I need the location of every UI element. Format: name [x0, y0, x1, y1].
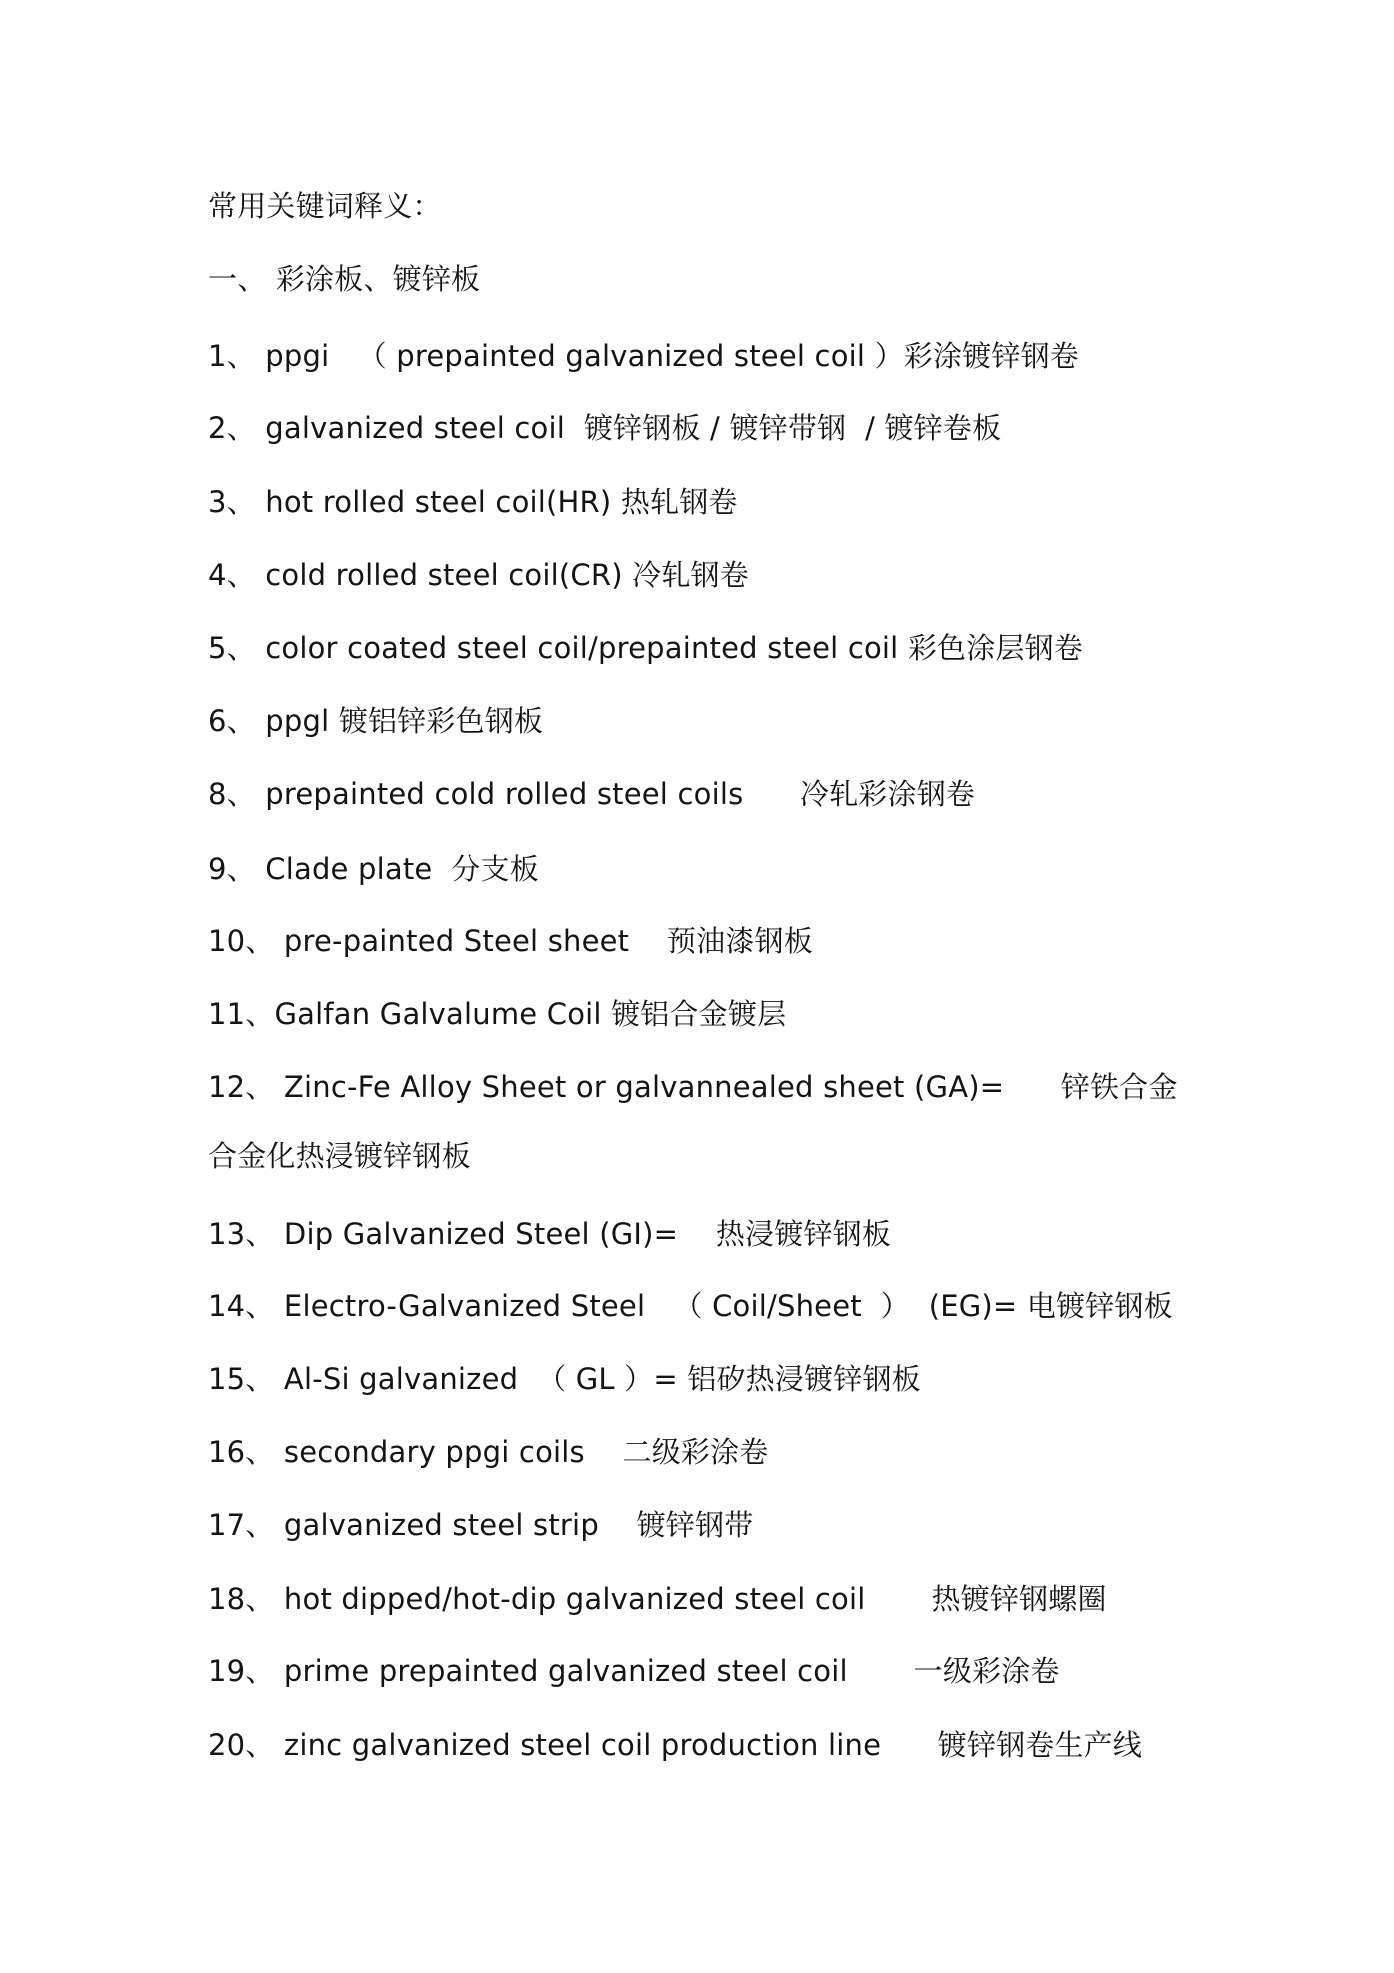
list-item: 19、 prime prepainted galvanized steel coil 一级彩涂卷: [208, 1654, 1060, 1688]
list-item: 10、 pre-painted Steel sheet 预油漆钢板: [208, 924, 813, 958]
list-item: 11、Galfan Galvalume Coil 镀铝合金镀层: [208, 997, 787, 1031]
list-item: 3、 hot rolled steel coil(HR) 热轧钢卷: [208, 485, 738, 519]
list-item: 15、 Al-Si galvanized （ GL ）= 铝矽热浸镀锌钢板: [208, 1362, 921, 1396]
list-item: 18、 hot dipped/hot-dip galvanized steel coil 热镀锌钢螺圈: [208, 1582, 1107, 1616]
list-item: 20、 zinc galvanized steel coil production line 镀锌钢卷生产线: [208, 1728, 1143, 1762]
list-item: 6、 ppgl 镀铝锌彩色钢板: [208, 704, 544, 738]
list-item: 14、 Electro-Galvanized Steel （ Coil/Sheet ） (EG)= 电镀锌钢板: [208, 1289, 1173, 1323]
list-item: 13、 Dip Galvanized Steel (GI)= 热浸镀锌钢板: [208, 1217, 892, 1251]
list-item: 17、 galvanized steel strip 镀锌钢带: [208, 1508, 754, 1542]
list-item: 4、 cold rolled steel coil(CR) 冷轧钢卷: [208, 558, 749, 592]
list-item: 16、 secondary ppgi coils 二级彩涂卷: [208, 1435, 769, 1469]
list-item: 9、 Clade plate 分支板: [208, 852, 539, 886]
list-item: 8、 prepainted cold rolled steel coils 冷轧彩涂钢卷: [208, 777, 976, 811]
list-item: 1、 ppgi （ prepainted galvanized steel coil ）彩涂镀锌钢卷: [208, 339, 1079, 373]
list-item: 2、 galvanized steel coil 镀锌钢板 / 镀锌带钢 / 镀锌卷板: [208, 411, 1002, 445]
document-title: 常用关键词释义：: [208, 189, 442, 223]
list-item: 12、 Zinc-Fe Alloy Sheet or galvannealed sheet (GA)= 锌铁合金: [208, 1070, 1178, 1104]
list-item: 5、 color coated steel coil/prepainted steel coil 彩色涂层钢卷: [208, 631, 1084, 665]
list-item-continuation: 合金化热浸镀锌钢板: [208, 1139, 471, 1173]
section-heading: 一、 彩涂板、镀锌板: [208, 262, 481, 296]
